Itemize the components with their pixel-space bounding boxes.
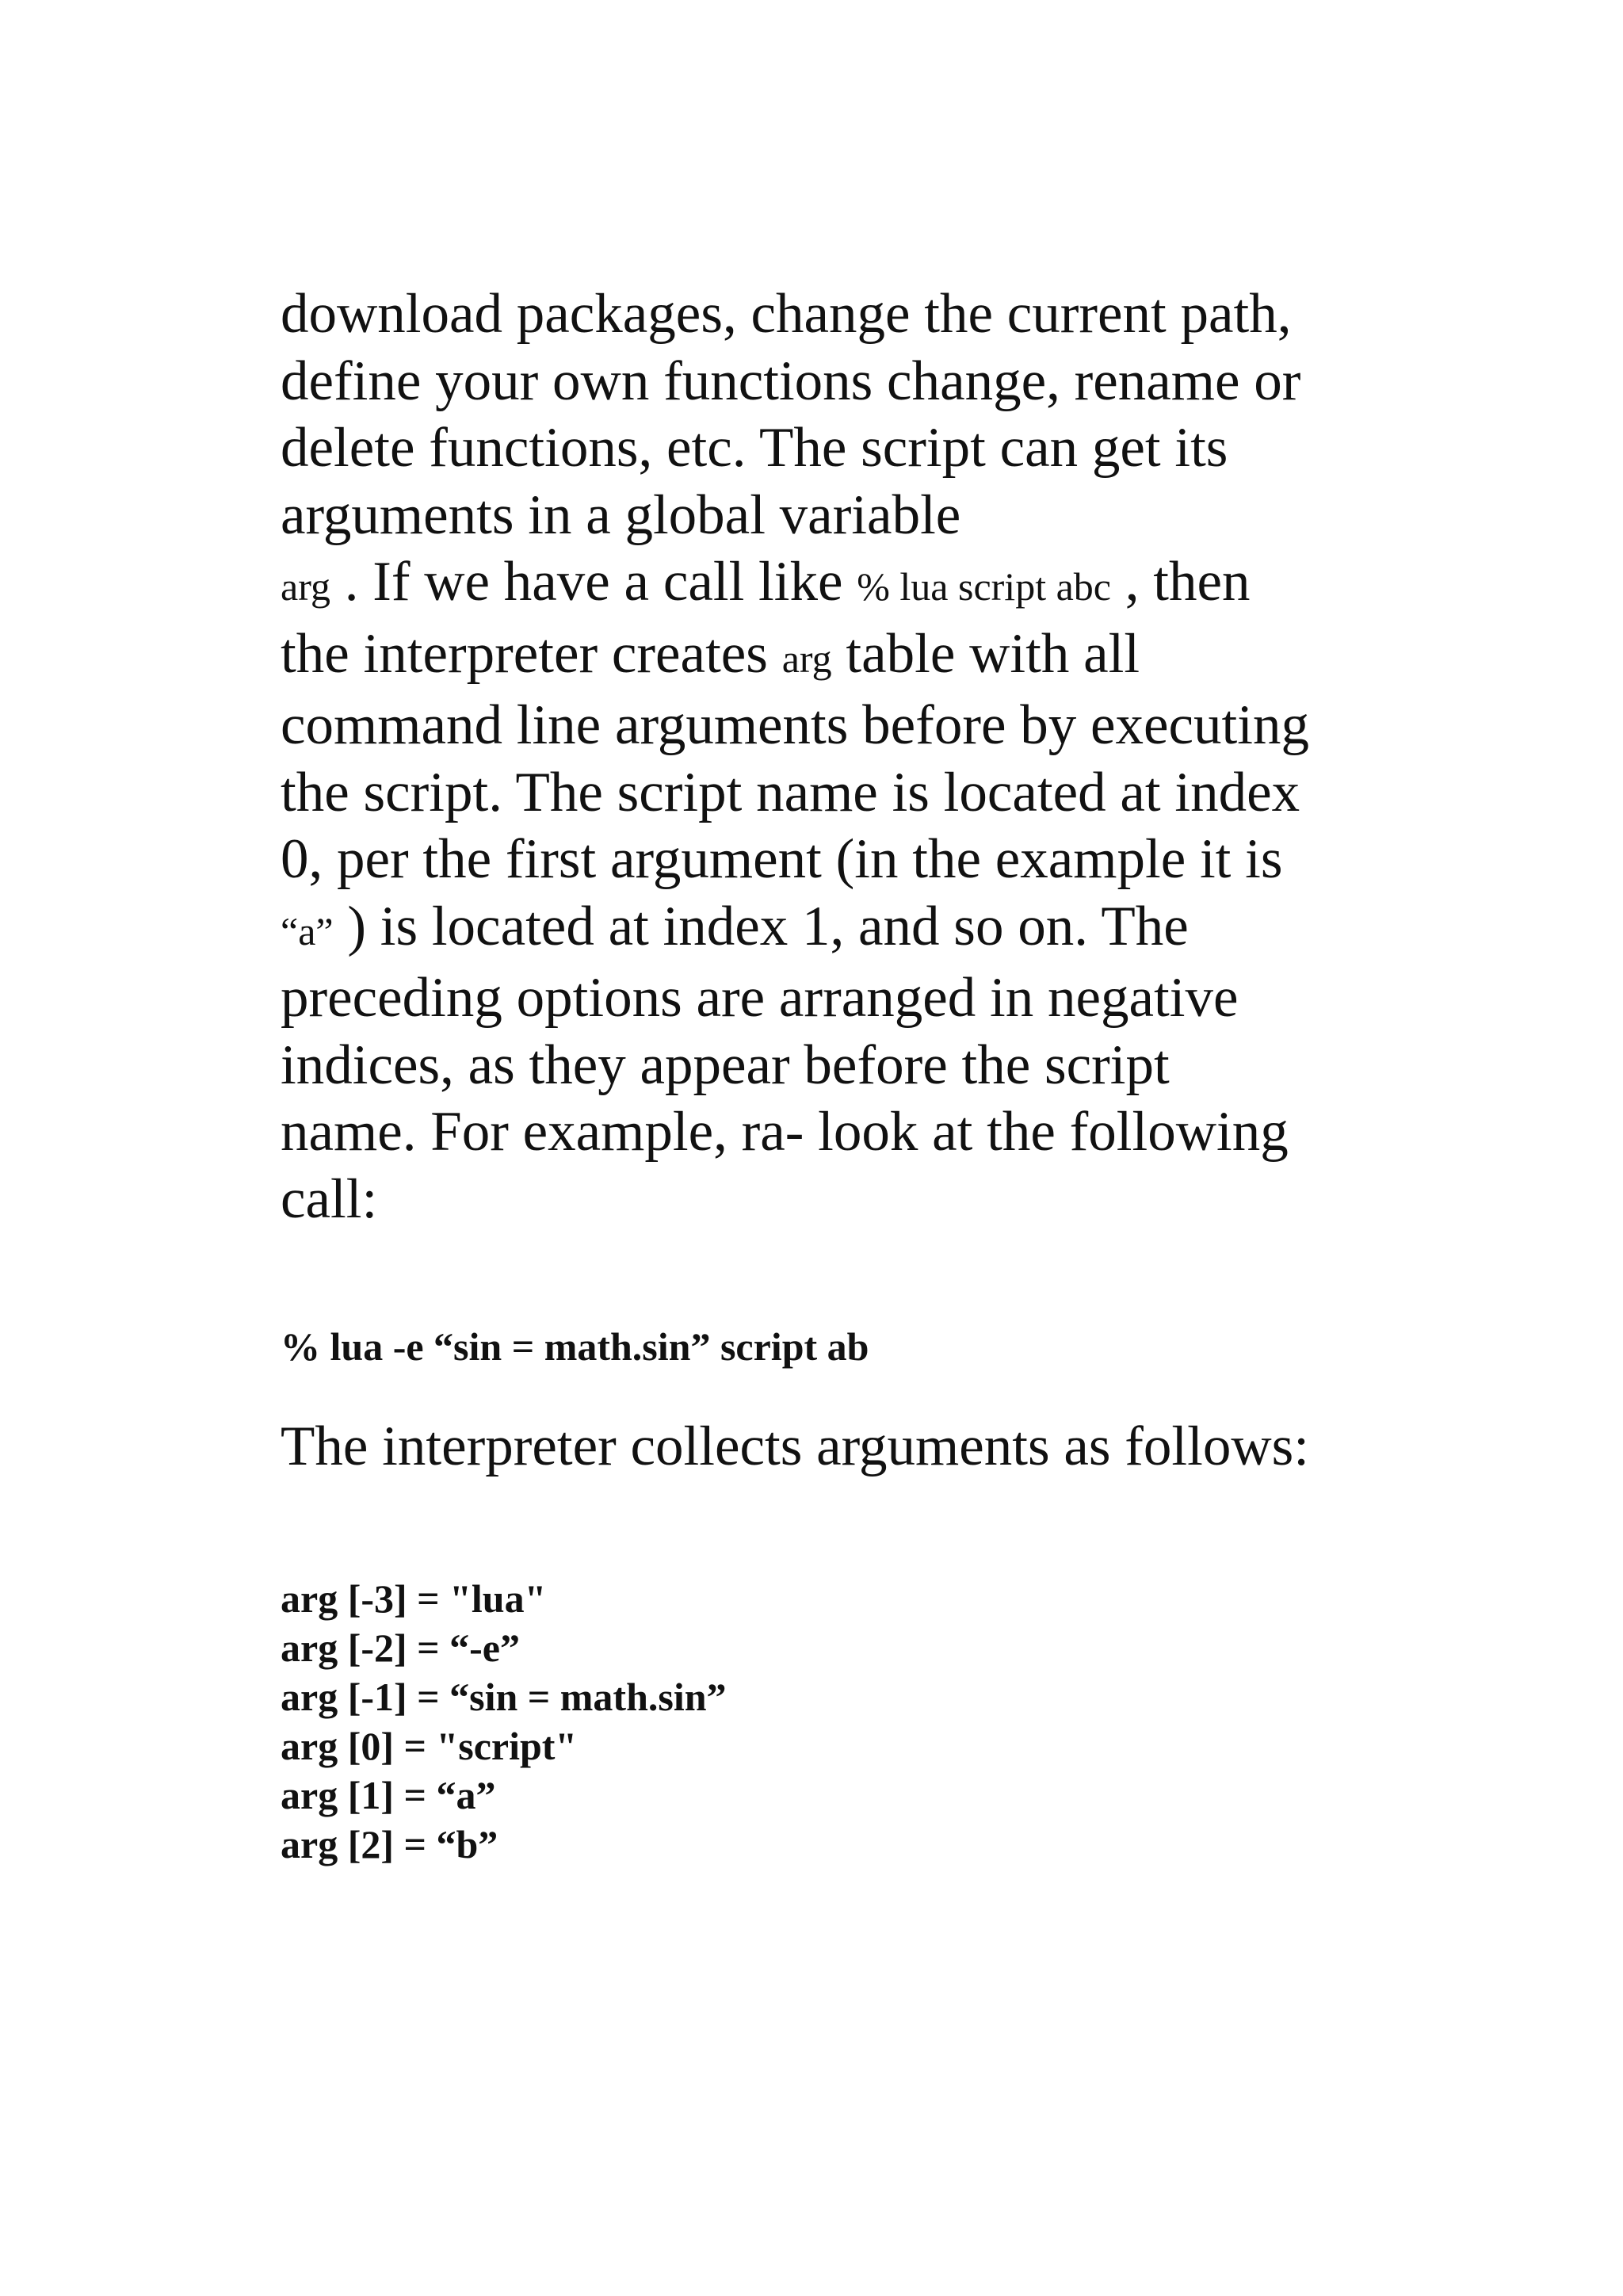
command-example: % lua -e “sin = math.sin” script ab <box>281 1324 869 1369</box>
arg-item: arg [-3] = "lua" <box>281 1576 547 1621</box>
paragraph-line: preceding options are arranged in negative <box>281 967 1239 1029</box>
paragraph-line: define your own functions change, rename or <box>281 350 1301 412</box>
arg-list <box>281 1574 727 1869</box>
paragraph-line: name. For example, ra- look at the following <box>281 1101 1289 1163</box>
paragraph-line <box>281 893 1390 965</box>
arg-item: arg [2] = “b” <box>281 1822 498 1866</box>
inline-code-call: % lua script abc <box>857 564 1111 609</box>
paragraph-text: ) is located at index 1, and so on. The <box>333 895 1189 957</box>
paragraph-text: . If we have a call like <box>330 551 857 613</box>
arg-item: arg [-1] = “sin = math.sin” <box>281 1675 727 1719</box>
paragraph-text: , then <box>1110 551 1251 613</box>
inline-code-a: “a” <box>281 908 334 953</box>
inline-code-arg: arg <box>281 564 330 609</box>
paragraph-line <box>281 548 1390 621</box>
paragraph-line: indices, as they appear before the script <box>281 1033 1170 1096</box>
paragraph-line: call: <box>281 1167 378 1230</box>
paragraph-text: table with all <box>831 622 1140 685</box>
paragraph-line: the script. The script name is located at index <box>281 761 1300 823</box>
paragraph-line: delete functions, etc. The script can get its <box>281 417 1228 479</box>
arg-item: arg [-2] = “-e” <box>281 1626 520 1670</box>
paragraph-text: the interpreter creates <box>281 622 782 685</box>
body-paragraph <box>281 281 1390 1232</box>
paragraph-line <box>281 621 1390 693</box>
arg-item: arg [0] = "script" <box>281 1724 578 1768</box>
paragraph-line: 0, per the first argument (in the example it is <box>281 828 1283 890</box>
paragraph-line: arguments in a global variable <box>281 483 961 546</box>
arg-item: arg [1] = “a” <box>281 1773 496 1817</box>
paragraph-line: command line arguments before by executing <box>281 694 1309 756</box>
inline-code-arg: arg <box>781 636 832 681</box>
paragraph-line: download packages, change the current path, <box>281 283 1292 345</box>
collect-heading: The interpreter collects arguments as follows: <box>281 1415 1309 1477</box>
